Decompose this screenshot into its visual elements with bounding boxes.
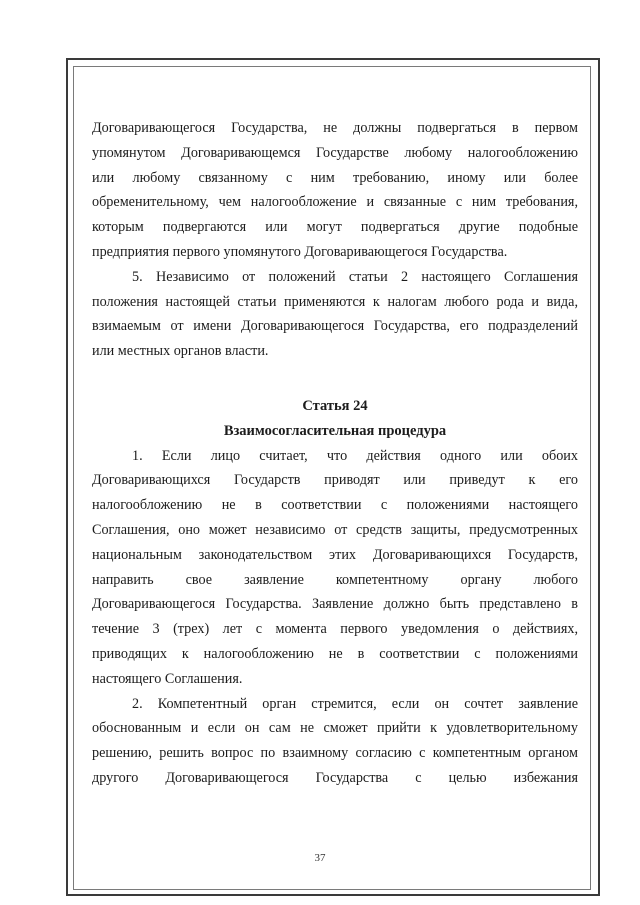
text-line: положения настоящей статьи применяются к налогам любого рода и вида, — [92, 293, 578, 310]
text-line: настоящего Соглашения. — [92, 670, 243, 687]
text-line: упомянутом Договаривающемся Государстве любому налогообложению — [92, 144, 578, 161]
paragraph-2 — [92, 692, 578, 791]
text-line: 2. Компетентный орган стремится, если он сочтет заявление — [132, 695, 578, 712]
text-line: взимаемым от имени Договаривающегося Государства, его подразделений — [92, 318, 578, 335]
text-line: или местных органов власти. — [92, 343, 269, 360]
text-line: обоснованным и если он сам не сможет прийти к удовлетворительному — [92, 720, 578, 737]
article-number: Статья 24 — [302, 397, 368, 414]
text-line: налогообложению не в соответствии с положениями настоящего — [92, 497, 578, 514]
paragraph-5 — [92, 265, 578, 364]
text-line: 5. Независимо от положений статьи 2 настоящего Соглашения — [132, 268, 578, 285]
page-number: 37 — [314, 852, 326, 864]
text-line: течение 3 (трех) лет с момента первого уведомления о действиях, — [92, 621, 578, 638]
text-line: предприятия первого упомянутого Договаривающегося Государства. — [92, 243, 508, 260]
text-line: другого Договаривающегося Государства с целью избежания — [92, 769, 578, 786]
spacer — [92, 364, 578, 394]
paragraph-continuation — [92, 116, 578, 265]
text-line: обременительному, чем налогообложение и связанные с ним требования, — [92, 194, 578, 211]
text-line: 1. Если лицо считает, что действия одного или обоих — [132, 447, 578, 464]
text-line: направить свое заявление компетентному органу любого — [92, 571, 578, 588]
text-line: Соглашения, оно может независимо от средств защиты, предусмотренных — [92, 521, 578, 538]
text-line: или любому связанному с ним требованию, иному или более — [92, 169, 578, 186]
document-body — [92, 116, 578, 791]
article-title: Взаимосогласительная процедура — [223, 422, 447, 439]
text-line: Договаривающихся Государств приводят или приведут к его — [92, 472, 578, 489]
text-line: решению, решить вопрос по взаимному согласию с компетентным органом — [92, 745, 578, 762]
text-line: Договаривающегося Государства, не должны подвергаться в первом — [92, 120, 578, 136]
text-line: приводящих к налогообложению не в соответствии с положениями — [92, 645, 578, 662]
text-line: которым подвергаются или могут подвергаться другие подобные — [92, 219, 578, 236]
text-line: Договаривающегося Государства. Заявление должно быть представлено в — [92, 596, 578, 613]
text-line: национальным законодательством этих Договаривающихся Государств, — [92, 546, 578, 563]
paragraph-1 — [92, 444, 578, 692]
